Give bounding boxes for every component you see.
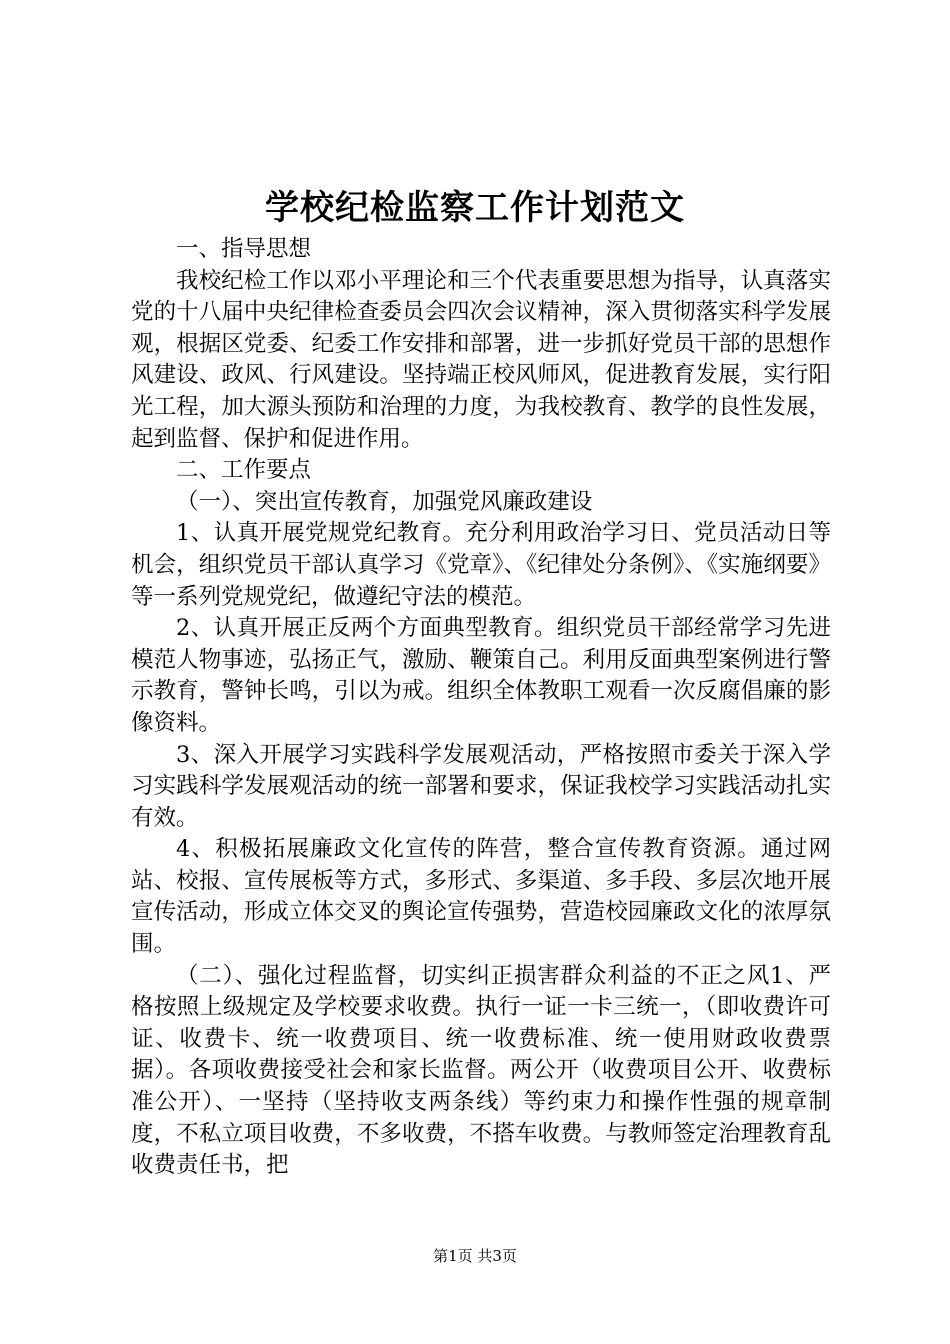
paragraph-item-1: 1、认真开展党规党纪教育。充分利用政治学习日、党员活动日等机会，组织党员干部认真学习《党章》、《纪律处分条例》、《实施纲要》等一系列党规党纪，做遵纪守法的模范。 (131, 520, 831, 610)
paragraph-guiding-thought: 我校纪检工作以邓小平理论和三个代表重要思想为指导，认真落实党的十八届中央纪律检查委员会四次会议精神，深入贯彻落实科学发展观，根据区党委、纪委工作安排和部署，进一步抓好党员干部的思想作风建设、政风、行风建设。坚持端正校风师风，促进教育发展，实行阳光工程，加大源头预防和治理的力度，为我校教育、教学的良性发展，起到监督、保护和促进作用。 (131, 267, 831, 452)
document-title: 学校纪检监察工作计划范文 (265, 188, 685, 228)
paragraph-item-4: 4、积极拓展廉政文化宣传的阵营，整合宣传教育资源。通过网站、校报、宣传展板等方式，多形式、多渠道、多手段、多层次地开展宣传活动，形成立体交叉的舆论宣传强势，营造校园廉政文化的浓厚氛围。 (131, 836, 831, 958)
page-number-footer: 第1页 共3页 (433, 1247, 517, 1265)
subsection-heading-1: （一）、突出宣传教育，加强党风廉政建设 (176, 488, 593, 515)
paragraph-item-2: 2、认真开展正反两个方面典型教育。组织党员干部经常学习先进模范人物事迹，弘扬正气，激励、鞭策自己。利用反面典型案例进行警示教育，警钟长鸣，引以为戒。组织全体教职工观看一次反腐倡廉的影像资料。 (131, 615, 831, 736)
section-heading-guiding-thought: 一、指导思想 (176, 236, 312, 262)
paragraph-item-3: 3、深入开展学习实践科学发展观活动，严格按照市委关于深入学习实践科学发展观活动的统一部署和要求，保证我校学习实践活动扎实有效。 (131, 741, 831, 831)
paragraph-subsection-2: （二）、强化过程监督，切实纠正损害群众利益的不正之风1、严格按照上级规定及学校要求收费。执行一证一卡三统一，（即收费许可证、收费卡、统一收费项目、统一收费标准、统一使用财政收费票据）。各项收费接受社会和家长监督。两公开（收费项目公开、收费标准公开）、一坚持（坚持收支两条线）等约束力和操作性强的规章制度，不私立项目收费，不多收费，不搭车收费。与教师签定治理教育乱收费责任书，把 (131, 962, 831, 1179)
section-heading-work-points: 二、工作要点 (176, 457, 312, 484)
document-body (131, 234, 831, 1182)
